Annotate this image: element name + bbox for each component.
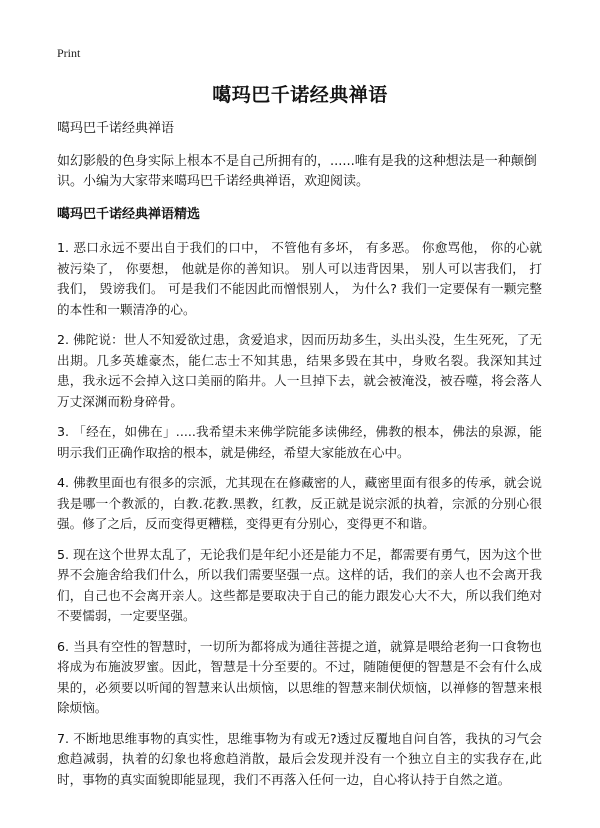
article-subtitle: 噶玛巴千诺经典禅语 — [57, 121, 175, 136]
article-intro: 如幻影般的色身实际上根本不是自己所拥有的，......唯有是我的这种想法是一种颠倒识。小编为大家带来噶玛巴千诺经典禅语，欢迎阅读。 — [57, 154, 537, 189]
section-heading: 噶玛巴千诺经典禅语精选 — [57, 207, 201, 222]
print-link[interactable]: Print — [57, 46, 81, 60]
quote-paragraph-5: 5. 现在这个世界太乱了，无论我们是年纪小还是能力不足，都需要有勇气，因为这个世界不会施舍给我们什么，所以我们需要坚强一点。这样的话，我们的亲人也不会离开我们，自己也不会离开亲人。这些都是要取决于自己的能力跟发心大不大，所以我们绝对不要懦弱，一定要坚强。 — [57, 546, 542, 623]
quote-paragraph-4: 4. 佛教里面也有很多的宗派，尤其现在在修藏密的人，藏密里面有很多的传承，就会说我是哪一个教派的，白教.花教.黑教，红教，反正就是说宗派的执着，宗派的分别心很强。修了之后，反而变得更糟糕，变得更有分别心，变得更不和谐。 — [57, 475, 542, 531]
quote-paragraph-2: 2. 佛陀说：世人不知爱欲过患，贪爱追求，因而历劫多生，头出头没，生生死死，了无出期。几多英雄豪杰，能仁志士不知其患，结果多毁在其中，身败名裂。我深知其过患，我永远不会掉入这口美丽的陷井。人一旦掉下去，就会被淹没，被吞噬，将会落人万丈深渊而粉身碎骨。 — [57, 332, 542, 409]
quote-paragraph-3: 3. 「经在，如佛在」.....我希望未来佛学院能多读佛经，佛教的根本，佛法的泉源，能明示我们正确作取捨的根本，就是佛经，希望大家能放在心中。 — [57, 424, 542, 460]
quote-paragraph-6: 6. 当具有空性的智慧时，一切所为都将成为通往菩提之道，就算是喂给老狗一口食物也将成为布施波罗蜜。因此，智慧是十分至要的。不过，随随便便的智慧是不会有什么成果的，必须要以听闻的智慧来认出烦恼，以思维的智慧来制伏烦恼，以禅修的智慧来根除烦恼。 — [57, 638, 542, 715]
article-body — [57, 120, 542, 800]
quote-paragraph-7: 7. 不断地思维事物的真实性，思维事物为有或无?透过反覆地自问自答，我执的习气会愈趋减弱，执着的幻象也将愈趋消散，最后会发现并没有一个独立自主的实我存在,此时，事物的真实面貌即能显现，我们不再落入任何一边，自心将认持于自然之道。 — [57, 730, 542, 787]
quote-paragraph-1: 1. 恶口永远不要出自于我们的口中， 不管他有多坏， 有多恶。 你愈骂他， 你的心就被污染了， 你要想， 他就是你的善知识。 别人可以违背因果， 别人可以害我们， 打我们， 毁谤我们。 可是我们不能因此而憎恨别人， 为什么? 我们一定要保有一颗完整的本性和一颗清净的心。 — [57, 240, 542, 317]
page-title: 噶玛巴千诺经典禅语 — [212, 84, 388, 106]
